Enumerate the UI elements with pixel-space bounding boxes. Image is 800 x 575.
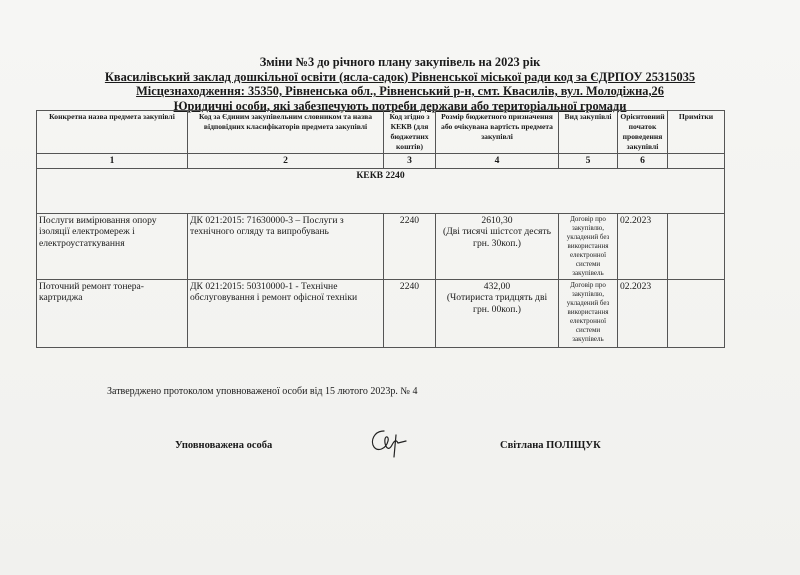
item-start: 02.2023 [618,279,668,347]
procurement-table [36,110,725,348]
address-line: Місцезнаходження: 35350, Рівненська обл., Рівненський р-н, смт. Квасилів, вул. Молодіжна,26 [136,84,664,98]
table-row [37,213,725,279]
column-number: 3 [384,154,436,169]
table-header-row [37,111,725,154]
item-amount-cell [436,279,559,347]
approval-note: Затверджено протоколом уповноваженої особи від 15 лютого 2023р. № 4 [107,386,418,397]
item-notes [668,279,725,347]
document-header [0,55,800,113]
column-number: 1 [37,154,188,169]
signer-name: Світлана ПОЛІЩУК [500,440,601,451]
column-number: 5 [559,154,618,169]
column-number-row [37,154,725,169]
column-header: Примітки [668,111,725,154]
column-header: Конкретна назва предмета закупівлі [37,111,188,154]
table-row [37,279,725,347]
kekv-section-label: КЕКВ 2240 [37,168,725,213]
item-amount: 2610,30 [481,214,513,226]
entity-type-line: Юридичні особи, які забезпечують потреби держави або територіальної громади [173,98,627,113]
item-type: Договір про закупівлю, укладений без використання електронної системи закупівель [559,279,618,347]
item-name: Послуги вимірювання опору ізоляції електромереж і електроустаткування [37,213,188,279]
item-kekv: 2240 [384,213,436,279]
signer-title: Уповноважена особа [175,440,273,451]
kekv-section-row [37,168,725,213]
item-type: Договір про закупівлю, укладений без використання електронної системи закупівель [559,213,618,279]
item-code: ДК 021:2015: 50310000-1 - Технічне обслуговування і ремонт офісної техніки [188,279,384,347]
item-amount-words: (Чотириста тридцять дві грн. 00коп.) [446,292,548,315]
item-amount: 432,00 [483,280,511,292]
column-number: 4 [436,154,559,169]
column-header: Орієнтовний початок проведення закупівлі [618,111,668,154]
column-header: Код згідно з КЕКВ (для бюджетних коштів) [384,111,436,154]
column-number: 6 [618,154,668,169]
column-header: Розмір бюджетного призначення або очікувана вартість предмета закупівлі [436,111,559,154]
column-header: Код за Єдиним закупівельним словником та назва відповідних класифікаторів предмета закупівлі [188,111,384,154]
item-amount-words: (Дві тисячі шістсот десять грн. 30коп.) [443,226,551,249]
column-number: 2 [188,154,384,169]
organization-line: Квасилівський заклад дошкільної освіти (ясла-садок) Рівненської міської ради код за ЄДРПОУ 25315035 [104,69,696,84]
item-kekv: 2240 [384,279,436,347]
item-notes [668,213,725,279]
item-amount-cell [436,213,559,279]
column-header: Вид закупівлі [559,111,618,154]
item-name: Поточний ремонт тонера-картриджа [37,279,188,347]
item-code: ДК 021:2015: 71630000-3 – Послуги з технічного огляду та випробувань [188,213,384,279]
item-start: 02.2023 [618,213,668,279]
document-title: Зміни №3 до річного плану закупівель на 2023 рік [259,55,541,69]
signature-icon [366,425,412,461]
column-number-empty [668,154,725,169]
